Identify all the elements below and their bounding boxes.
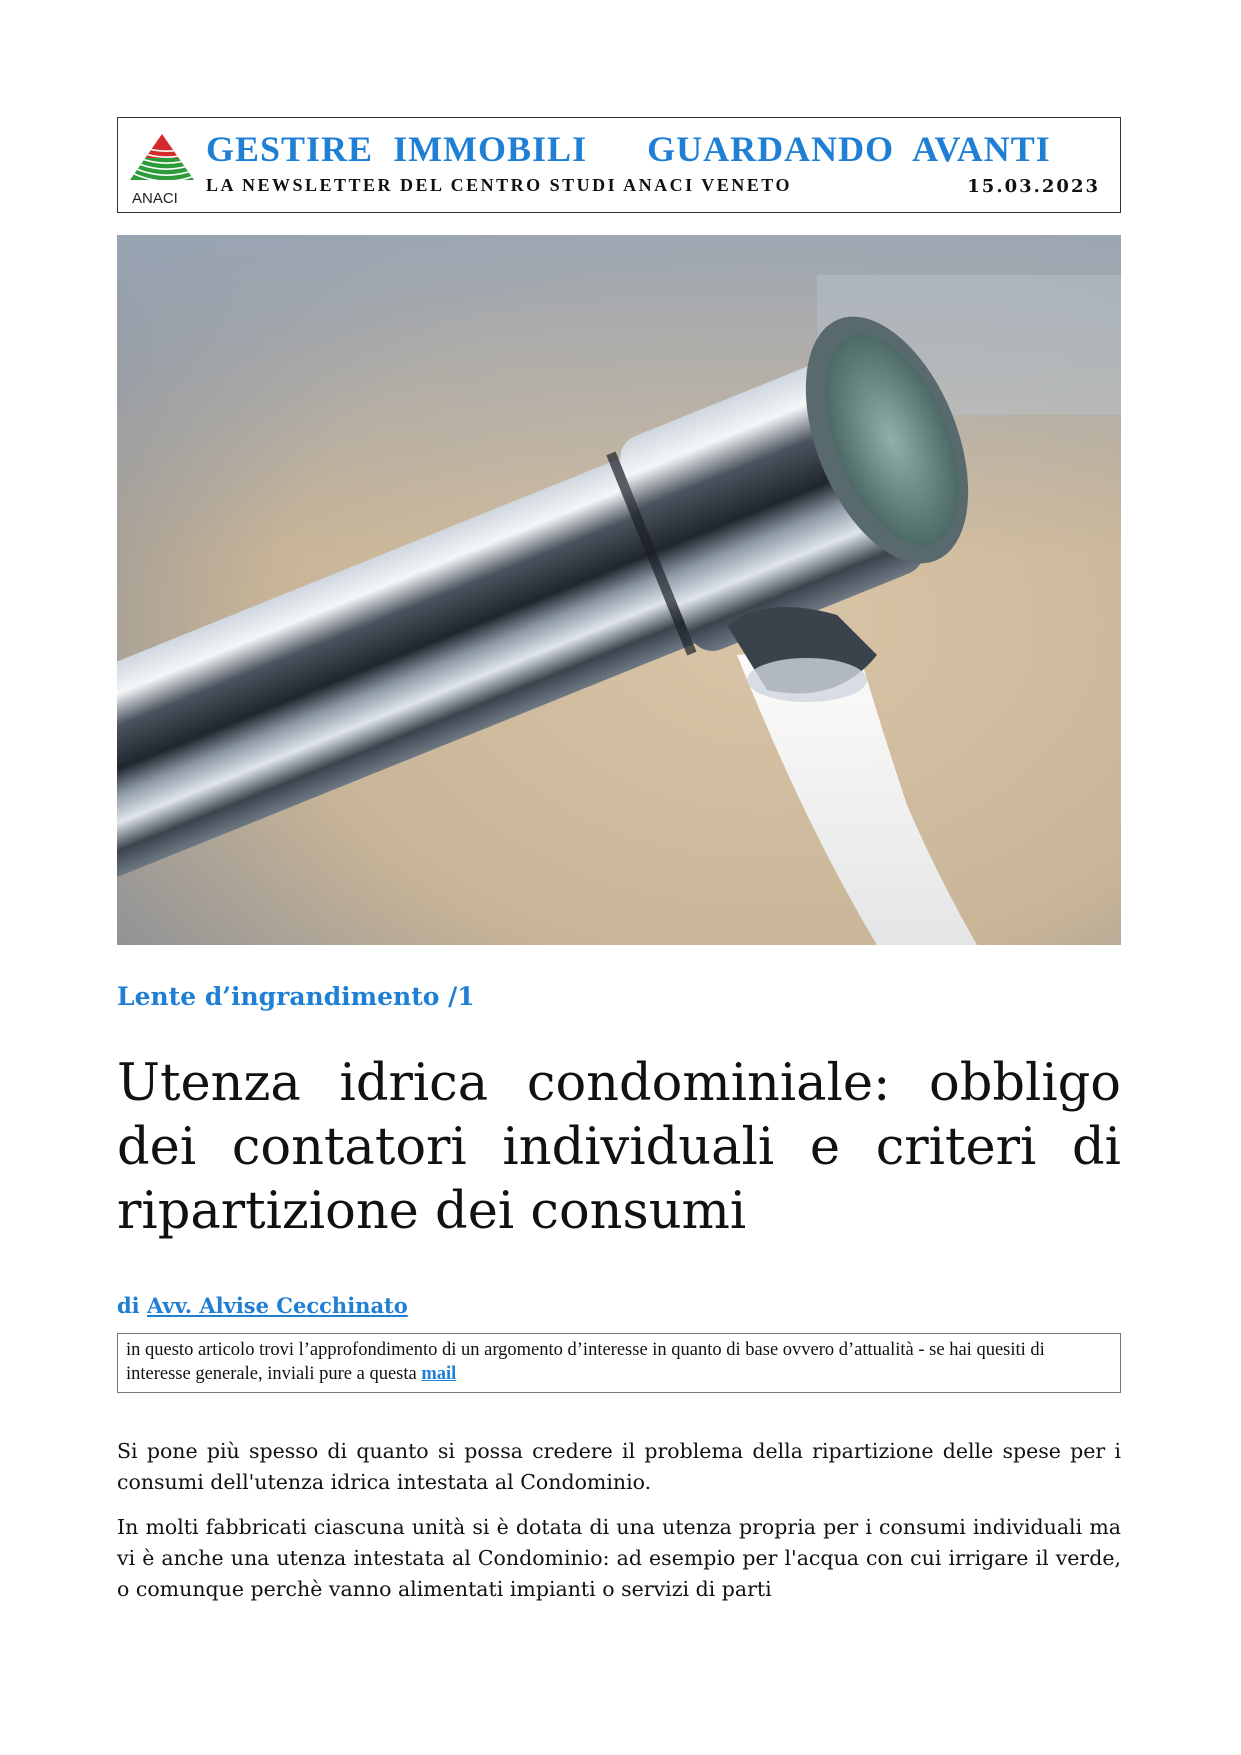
body-paragraph-1: Si pone più spesso di quanto si possa credere il problema della ripartizione delle spese per i consumi dell'utenza idrica intestata al Condominio. [117, 1439, 1121, 1494]
logo-wordmark: ANACI [132, 190, 178, 207]
byline-prefix: di [117, 1293, 147, 1318]
article-byline [117, 1293, 408, 1318]
info-text: in questo articolo trovi l’approfondimento di un argomento d’interesse in quanto di base ovvero d’attualità - se hai quesiti di interesse generale, inviali pure a questa [126, 1340, 1045, 1384]
author-link[interactable]: Avv. Alvise Cecchinato [146, 1293, 408, 1318]
body-paragraph-2: In molti fabbricati ciascuna unità si è dotata di una utenza propria per i consumi individuali ma vi è anche una utenza intestata al Condominio: ad esempio per l'acqua con cui irrigare il verde, o comunque perchè vanno alimentati impianti o servizi di parti [117, 1515, 1121, 1601]
article-info-box [117, 1333, 1121, 1393]
newsletter-title: GESTIRE IMMOBILI GUARDANDO AVANTI [206, 129, 1051, 169]
section-kicker: Lente d’ingrandimento /1 [117, 982, 475, 1011]
newsletter-subtitle: LA NEWSLETTER DEL CENTRO STUDI ANACI VENETO [206, 175, 792, 195]
issue-date: 15.03.2023 [967, 176, 1100, 197]
newsletter-masthead [117, 117, 1121, 213]
mail-link[interactable]: mail [421, 1364, 457, 1384]
article-title: Utenza idrica condominiale: obbligo dei contatori individuali e criteri di ripartizione dei consumi [117, 1054, 1121, 1241]
water-faucet-photo [117, 235, 1121, 945]
article-body [117, 1436, 1121, 1619]
faucet-illustration [117, 235, 1121, 945]
